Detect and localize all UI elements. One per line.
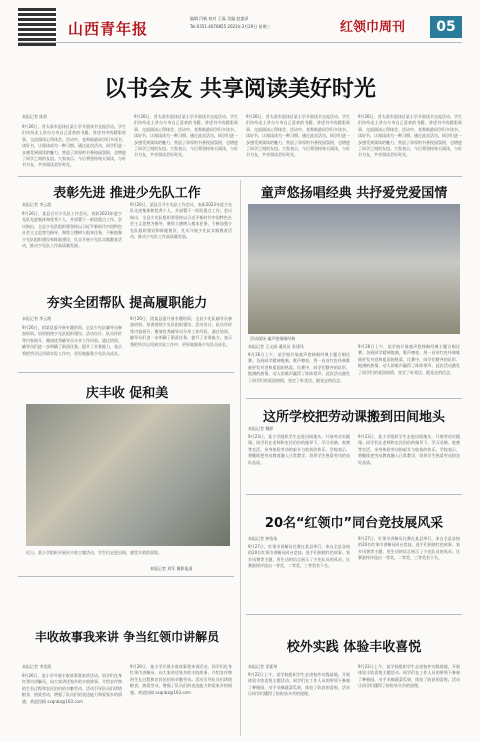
a3-text-col1: 9月26日，团某县委开展专题培训，全县少先队辅导员参加培训。培训围绕少先队组织建设、活动设计、队员评价等内容展开，邀请优秀辅导员分享工作经验。通过培训，辅导员们进一步明确了职责任务，提升了业务能力，表示将把所学运用到实际工作中，更好地服务少先队员成长。	[22, 325, 122, 356]
a4-caption: 近日，某小学组织开展庆丰收主题活动，学生们走进田间，感受丰收的喜悦。	[26, 550, 162, 555]
a1-byline: 本报记者 陈彩	[22, 114, 48, 119]
harvest-photo	[26, 404, 230, 546]
channel-name: 红领巾周刊	[340, 20, 406, 35]
a7-text-col2: 9月23日，某小学组织学生走进田间地头，开展劳动实践课。同学们在老师和农民伯伯的指导下，学习采摘、收割等农活，亲身体验劳动的艰辛与收获的快乐。学校表示，将继续把劳动教育融入日常教学，培养学生热爱劳动的良好品质。	[358, 434, 460, 465]
a3-title: 夯实全团帮队 提高履职能力	[46, 296, 208, 311]
choir-photo	[248, 204, 460, 334]
a5-text-col2: 9月26日，某小学开展丰收故事我来讲活动。同学们化身红领巾讲解员，向大家讲述家乡的丰收故事，介绍农作物的生长过程和农民伯伯的辛勤劳动。活动引导队员们珍惜粮食、热爱劳动，增强了队员们的表达能力和爱家乡的情感。欢迎投稿 sxqnbz@163.com	[130, 664, 232, 695]
editor-line: 编辑 闫帆 校对 王磊 美编 赵盛泽	[190, 16, 249, 21]
a6-text-col1: 9月26日上午，某学校开展童声悠扬唱经典主题合唱比赛。各班同学精神饱满，歌声嘹亮，用一首首红色经典歌曲抒发对党和祖国的热爱。比赛中，同学们整齐的队形、饱满的热情、动人的歌声赢得了阵阵掌声。此次活动激发了同学们的爱国热情，坚定了听党话、跟党走的信念。	[248, 352, 350, 383]
a2-title: 表彰先进 推进少先队工作	[53, 186, 201, 201]
a3-byline: 本报记者 李云霞	[22, 316, 52, 321]
a6-byline: 本报记者 王文丽 通讯员 张建凤	[248, 344, 304, 349]
a6-title: 童声悠扬唱经典 共抒爱党爱国情	[260, 186, 448, 201]
a7-title: 这所学校把劳动课搬到田间地头	[262, 410, 445, 425]
a6-text-col2: 9月26日上午，某学校开展童声悠扬唱经典主题合唱比赛。各班同学精神饱满，歌声嘹亮，用一首首红色经典歌曲抒发对党和祖国的热爱。比赛中，同学们整齐的队形、饱满的热情、动人的歌声赢得了阵阵掌声。此次活动激发了同学们的爱国热情，坚定了听党话、跟党走的信念。	[358, 344, 460, 375]
a8-text-col1: 9月27日，红领巾讲解员比赛在某县举行，来自全县各校的20名红领巾讲解员同台竞技。选手们围绕红色故事、家乡风貌等主题，用生动的语言展示了少先队员的风采。比赛最终评选出一等奖、二等奖、三等奖若干名。	[248, 544, 350, 569]
a9-title: 校外实践 体验丰收喜悦	[286, 640, 422, 655]
a2-text-col1: 9月26日，某县召开少先队工作会议，表彰2023年度少先队先进集体和优秀个人，并部署下一阶段重点工作。会议指出，全县少先队组织要坚持以习近平新时代中国特色社会主义思想为指导，聚焦立德树人根本任务，不断加强少先队组织建设和阵地建设，扎实开展少先队实践教育活动，推动少先队工作高质量发展。	[22, 211, 122, 249]
main-title: 以书会友 共享阅读美好时光	[104, 77, 376, 102]
a5-byline: 本报记者 李美霞	[22, 664, 52, 669]
a6-caption: 活动现场 童声悠扬唱经典	[250, 336, 296, 341]
a8-byline: 本报记者 钟依依	[248, 536, 278, 541]
paper-name: 山西青年报	[68, 20, 149, 38]
a4-title: 庆丰收 促和美	[85, 386, 169, 401]
a5-title: 丰收故事我来讲 争当红领巾讲解员	[34, 630, 220, 644]
a9-text-col2: 9月22日上午，某学校组织学生走进校外实践基地，开展体验丰收喜悦主题活动。同学们在工作人员的带领下参观了种植园，动手采摘蔬菜瓜果，体验了收获的喜悦。活动让同学们懂得了粒粒皆辛苦的道理。	[358, 664, 460, 689]
qr-code-icon	[18, 8, 56, 46]
a5-text-col1: 9月26日，某小学开展丰收故事我来讲活动。同学们化身红领巾讲解员，向大家讲述家乡的丰收故事，介绍农作物的生长过程和农民伯伯的辛勤劳动。活动引导队员们珍惜粮食、热爱劳动，增强了队员们的表达能力和爱家乡的情感。欢迎投稿 sxqnbz@163.com	[22, 673, 122, 704]
a8-text-col2: 9月27日，红领巾讲解员比赛在某县举行，来自全县各校的20名红领巾讲解员同台竞技。选手们围绕红色故事、家乡风貌等主题，用生动的语言展示了少先队员的风采。比赛最终评选出一等奖、二等奖、三等奖若干名。	[358, 536, 460, 561]
info-line: Tel:0351-4076855 2023年3月29日 星期三	[190, 24, 271, 29]
a1-text-col4: 9月26日，晋太原市迎泽区某小学开展读书交流活动。学生们纷纷走上讲台分享自己喜欢的书籍，讲述书中的精彩故事，交流阅读心得体会。活动中，老师鼓励同学们多读书、读好书，让阅读成为一种习惯。通过此次活动，同学们进一步感受到阅读的魅力，营造了浓厚的书香校园氛围，也增进了同学之间的友谊。大家表示，今后将坚持每天阅读，与好书为友，共享阅读美好时光。	[358, 114, 462, 158]
a1-text-col3: 9月26日，晋太原市迎泽区某小学开展读书交流活动。学生们纷纷走上讲台分享自己喜欢的书籍，讲述书中的精彩故事，交流阅读心得体会。活动中，老师鼓励同学们多读书、读好书，让阅读成为一种习惯。通过此次活动，同学们进一步感受到阅读的魅力，营造了浓厚的书香校园氛围，也增进了同学之间的友谊。大家表示，今后将坚持每天阅读，与好书为友，共享阅读美好时光。	[246, 114, 350, 158]
a3-text-col2: 9月26日，团某县委开展专题培训，全县少先队辅导员参加培训。培训围绕少先队组织建设、活动设计、队员评价等内容展开，邀请优秀辅导员分享工作经验。通过培训，辅导员们进一步明确了职责任务，提升了业务能力，表示将把所学运用到实际工作中，更好地服务少先队员成长。	[130, 316, 232, 347]
page-number: 05	[430, 16, 462, 38]
a1-text-col1: 9月26日，晋太原市迎泽区某小学开展读书交流活动。学生们纷纷走上讲台分享自己喜欢的书籍，讲述书中的精彩故事，交流阅读心得体会。活动中，老师鼓励同学们多读书、读好书，让阅读成为一种习惯。通过此次活动，同学们进一步感受到阅读的魅力，营造了浓厚的书香校园氛围，也增进了同学之间的友谊。大家表示，今后将坚持每天阅读，与好书为友，共享阅读美好时光。	[22, 124, 126, 168]
a9-text-col1: 9月22日上午，某学校组织学生走进校外实践基地，开展体验丰收喜悦主题活动。同学们在工作人员的带领下参观了种植园，动手采摘蔬菜瓜果，体验了收获的喜悦。活动让同学们懂得了粒粒皆辛苦的道理。	[248, 672, 350, 697]
a4-credit: 本报记者 刘军 摄影报道	[150, 566, 193, 571]
a7-text-col1: 9月23日，某小学组织学生走进田间地头，开展劳动实践课。同学们在老师和农民伯伯的指导下，学习采摘、收割等农活，亲身体验劳动的艰辛与收获的快乐。学校表示，将继续把劳动教育融入日常教学，培养学生热爱劳动的良好品质。	[248, 434, 350, 465]
a2-text-col2: 9月26日，某县召开少先队工作会议，表彰2023年度少先队先进集体和优秀个人，并部署下一阶段重点工作。会议指出，全县少先队组织要坚持以习近平新时代中国特色社会主义思想为指导，聚焦立德树人根本任务，不断加强少先队组织建设和阵地建设，扎实开展少先队实践教育活动，推动少先队工作高质量发展。	[130, 202, 232, 240]
a2-byline: 本报记者 李云霞	[22, 202, 52, 207]
a8-title: 20名“红领巾”同台竞技展风采	[264, 516, 444, 531]
a1-text-col2: 9月26日，晋太原市迎泽区某小学开展读书交流活动。学生们纷纷走上讲台分享自己喜欢的书籍，讲述书中的精彩故事，交流阅读心得体会。活动中，老师鼓励同学们多读书、读好书，让阅读成为一种习惯。通过此次活动，同学们进一步感受到阅读的魅力，营造了浓厚的书香校园氛围，也增进了同学之间的友谊。大家表示，今后将坚持每天阅读，与好书为友，共享阅读美好时光。	[134, 114, 238, 158]
a9-byline: 本报记者 雷素琴	[248, 664, 278, 669]
a7-byline: 本报记者 魏源	[248, 426, 274, 431]
